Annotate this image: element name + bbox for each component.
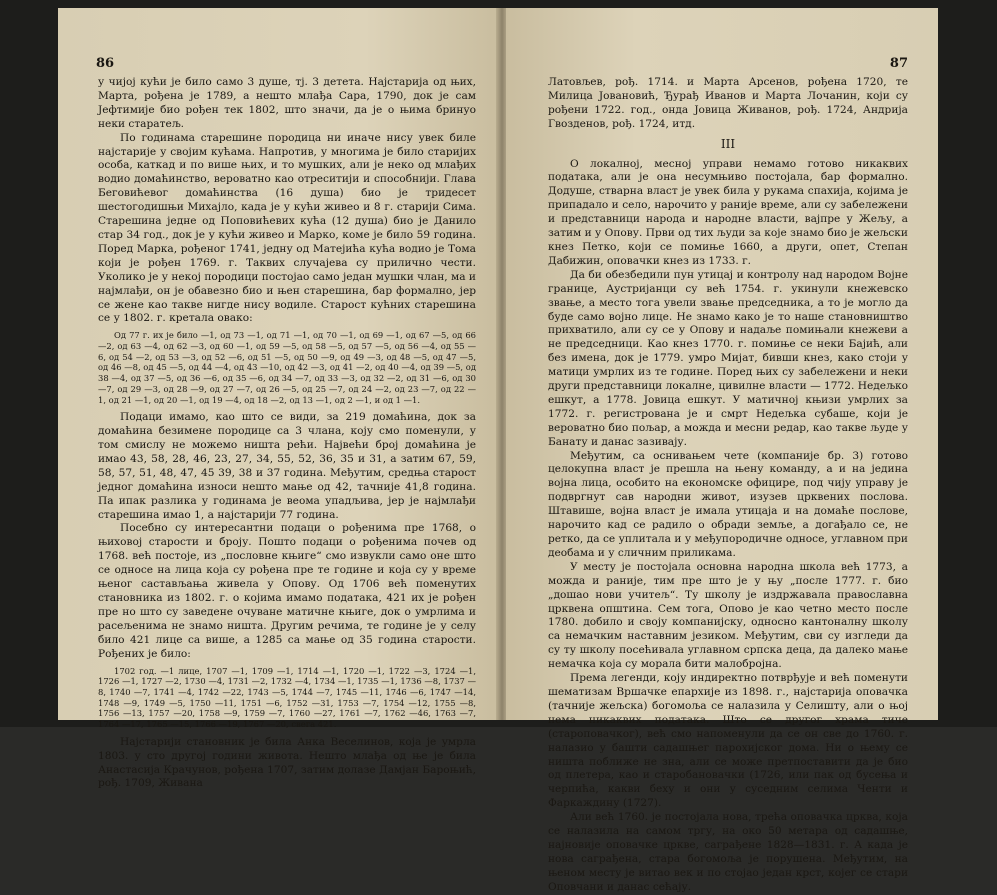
paragraph: Према легенди, коју индиректно потврђује и већ поменути шематизам Вршачке епархије из 1898. г., најстарија оповачка (тачније жељска) богомоља се налазила у Селишту, али о њој нема никаквих података. Што се другог храма тиче (староповачког), већ смо напоменули да се он све до 1760. г. налазио у башти садашњег парохијског дома. Ни о њему се ништа поближе не зна, али се може претпоставити да је био од плетера, као и старобановачки (1726, или пак од бусења и черпића, какви беху и они у суседним селима Ченти и Фаркаждину (1727). [548,672,908,810]
paragraph: По годинама старешине породица ни иначе нису увек биле најстарије у својим кућама. Напротив, у многима је било старијих особа, каткад и по више њих, и то мушких, али је неко од млађих водио домаћинство, вероватно као отреситији и способнији. Глава Беговићевог домаћинства (16 душа) био је тридесет шестогодишњи Михајло, када је у кући живео и 8 г. старији Сима. Старешина једне од Поповићевих кућа (12 душа) био је Данило стар 34 год., док је у кући живео и Марко, коме је било 59 година. Поред Марка, рођеног 1741, једну од Матејића кућа водио је Тома који је рођен 1769. г. Таквих случајева су прилично чести. Уколико је у некој породици постојао само један мушки члан, ма и најмлађи, он је обавезно био и њен старешина, бар формално, јер се жене као такве нигде нису водиле. Старост кућних старешина се у 1802. г. кретала овако: [98,131,476,325]
paragraph: Латовљев, рођ. 1714. и Марта Арсенов, рођена 1720, те Милица Јовановић, Ђурађ Иванов и Марта Лочанин, који су рођени 1722. год., онда Јовица Живанов, рођ. 1724, Андрија Гвозденов, рођ. 1724, итд. [548,76,908,130]
paragraph: Посебно су интересантни подаци о рођенима пре 1768, о њиховој старости и броју. Пошто подаци о рођенима почев од 1768. већ постоје, из „пословне књиге“ смо извукли само оне што се односе на лица која су рођена пре те године и која су у време њеног састављања живела у Опову. Од 1706 већ поменутих становника из 1802. г. о којима имамо података, 421 их је рођен пре но што су заведене очуване матичне књиге, док о умрлима и расељенима не знамо ништа. Другим речима, те године је у селу било 421 лице са више, а 1285 са мање од 35 година старости. Рођених је било: [98,522,476,660]
page-body [548,76,908,895]
left-page [58,8,498,790]
paragraph: Међутим, са оснивањем чете (компаније бр. 3) готово целокупна власт је прешла на њену команду, а и на једина војна лица, особито на економске официре, под чију управу је подвргнут сав народни живот, изузев црквених послова. Штавише, војна власт је имала утицаја и на домаће послове, нарочито кад се радило о обради земље, а догађало се, не ретко, да се уплитала и у међупородичне односе, углавном при деобама и у сличним приликама. [548,449,908,559]
paragraph: Најстарији становник је била Анка Веселинов, која је умрла 1803. у сто другој години живота. Нешто млађа од ње је била Анастасија Крачунов, рођена 1707, затим долазе Дамјан Бароњић, рођ. 1709, Живана [98,735,476,790]
births-table-text: 1702 год. —1 лице, 1707 —1, 1709 —1, 1714 —1, 1720 —1, 1722 —3, 1724 —1, 1726 —1, 1727 —2, 1730 —4, 1731 —2, 1732 —4, 1734 —1, 1735 —1, 1736 —8, 1737 —8, 1740 —7, 1741 —4, 1742 —22, 1743 —5, 1744 —7, 1745 —11, 1746 —6, 1747 —14, 1748 —9, 1749 —5, 1750 —11, 1751 —6, 1752 —31, 1753 —7, 1754 —12, 1755 —8, 1756 —13, 1757 —20, 1758 —9, 1759 —7, 1760 —27, 1761 —7, 1762 —46, 1763 —7, 1764 —17, 1765 —15, 1766 —19, 1767 —20, свега 421. [98,665,476,730]
paragraph: Да би обезбедили пун утицај и контролу над народом Војне границе, Аустријанци су већ 1754. г. укинули кнежевско звање, а место тога увели звање председника, а то је могло да буде само војно лице. Не знамо како је то наше становништво прихватило, али су се у Опову и надаље помињали кнежеви а не председници. Као кнез 1770. г. помиње се неки Бајић, али без имена, док је 1779. умро Мијат, бивши кнез, како стоји у матици умрлих из те године. Поред њих су забележени и неки други представници локалне, цивилне власти — 1772. Недељко ешкут, а 1778. Јовица ешкут. У матичној књизи умрлих за 1772. г. регистрована је и смрт Недељка субаше, који је вероватно био пољар, а можда и месни редар, као такве људе у Банату и данас зазивају. [548,268,908,448]
page-number: 87 [889,56,908,71]
births-table [98,666,476,730]
age-table [98,330,476,405]
section-heading: III [720,136,736,151]
paragraph: Подаци имамо, као што се види, за 219 домаћина, док за домаћина безимене породице са 3 члана, коју смо поменули, у том смислу не можемо ништа рећи. Највећи број домаћина је имао 43, 58, 28, 46, 23, 27, 34, 55, 52, 36, 35 и 31, а затим 67, 59, 58, 57, 51, 48, 47, 45 39, 38 и 37 година. Међутим, средња старост једног домаћина износи нешто мање од 42, тачније 41,8 година. Па ипак разлика у годинама је веома упадљива, јер је најмлађи старешина имао 1, а најстарији 77 година. [98,411,476,521]
age-table-text: Од 77 г. их је било —1, од 73 —1, од 71 —1, од 70 —1, од 69 —1, од 67 —5, од 66 —2, од 63 —4, од 62 —3, од 60 —1, од 59 —5, од 58 —5, од 57 —5, од 56 —4, од 55 —6, од 54 —2, од 53 —3, од 52 —6, од 51 —5, од 50 —9, од 49 —3, од 48 —5, од 47 —5, од 46 —8, од 45 —5, од 44 —4, од 43 —10, од 42 —3, од 41 —2, од 40 —4, од 39 —5, од 38 —4, од 37 —5, од 36 —6, од 35 —6, од 34 —7, од 33 —3, од 32 —2, од 31 —6, од 30 —7, од 29 —3, од 28 —9, од 27 —7, од 26 —5, од 25 —7, од 24 —2, од 23 —7, од 22 —1, од 21 —1, од 20 —1, од 19 —4, од 18 —2, од 13 —1, од 2 —1, и од 1 —1. [98,330,476,405]
paragraph: У месту је постојала основна народна школа већ 1773, а можда и раније, тим пре што је у њу „после 1777. г. био „дошао нови учитељ“. Ту школу је издржавала православна црквена општина. Сем тога, Опово је као четно место после 1780. добило и своју компанијску, односно кантоналну школу са немачким наставним језиком. Међутим, сви су изгледи да су ту школу посећивала углавном српска деца, да далеко мање немачка која су морала бити малобројна. [548,560,908,671]
paragraph: у чијој кући је било само 3 душе, тј. 3 детета. Најстарија од њих, Марта, рођена је 1789, а нешто млађа Сара, 1790, док је сам Јефтимије био рођен тек 1802, што значи, да је о њима бринуо неки старатељ. [98,76,476,130]
right-page [506,8,938,893]
page-body [98,76,476,791]
paragraph: Али већ 1760. је постојала нова, трећа оповачка црква, која се налазила на самом тргу, на око 50 метара од садашње, најновије оповачке цркве, саграђене 1828—1831. г. А када је нова саграђена, стара богомоља је порушена. Међутим, на њеном месту је витао век и по стојао један крст, којег се стари Оповчани и данас сећају. [548,811,908,893]
paragraph: О локалној, месној управи немамо готово никаквих података, али је она несумњиво постојала, бар формално. Додуше, стварна власт је увек била у рукама спахија, којима је припадало и село, нарочито у раније време, али су забележени и представници народа и народне власти, вајпре у Жељу, а затим и у Опову. Први од тих људи за које знамо био је жељски кнез Петко, који се помиње 1660, а други, опет, Степан Дабижин, оповачки кнез из 1733. г. [548,157,908,267]
page-number: 86 [96,56,115,71]
